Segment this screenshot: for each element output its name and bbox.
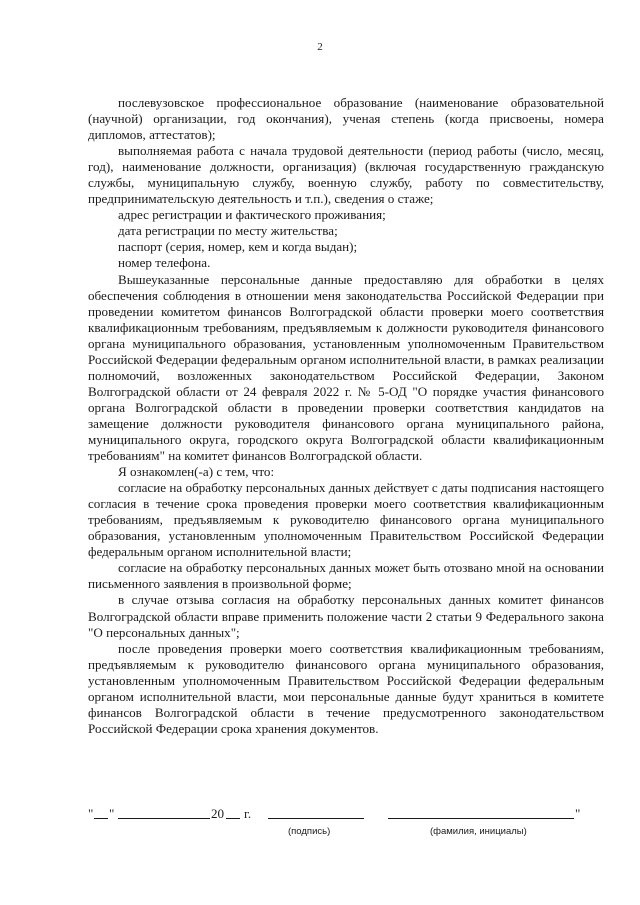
signature-caption: (подпись) — [288, 826, 331, 837]
date-year-field[interactable] — [226, 818, 240, 819]
paragraph-address: адрес регистрации и фактического проживания; — [118, 207, 386, 223]
page-number: 2 — [317, 41, 323, 53]
date-year-prefix: 20 — [211, 806, 225, 821]
date-month-field[interactable] — [118, 818, 210, 819]
date-year-suffix: г. — [244, 806, 252, 821]
paragraph-purpose: Вышеуказанные персональные данные предоставляю для обработки в целях обеспечения соблюдения в отношении меня законодательства Российской Федерации при проведении комитетом финансов Волгоградской области проверки моего соответствия квалификационным требованиям, предъявляемым к должности руководителя финансового органа муниципального образования, установленным уполномоченным Правительством Российской Федерации федеральным органом исполнительной власти, в рамках реализации полномочий, возложенных законодательством Российской Федерации, Законом Волгоградской области от 24 февраля 2022 г. № 5-ОД "О порядке участия финансового органа Волгоградской области в проведении проверки соответствия кандидатов на замещение должности руководителя финансового органа муниципального района, муниципального округа, городского округа Волгоградской области квалификационным требованиям" на комитет финансов Волгоградской области. — [88, 271, 604, 464]
name-field[interactable] — [388, 818, 574, 819]
paragraph-passport: паспорт (серия, номер, кем и когда выдан); — [118, 239, 358, 255]
paragraph-phone: номер телефона. — [118, 255, 211, 271]
document-body — [88, 95, 604, 737]
signature-row — [88, 806, 604, 826]
paragraph-data-retention: после проведения проверки моего соответствия квалификационным требованиям, предъявляемым к руководителю финансового органа муниципального образования, установленным уполномоченным Правительством Российской Федерации федеральным органом исполнительной власти, мои персональные данные будут храниться в комитете финансов Волгоградской области в течение предусмотренного законодательством Российской Федерации срока хранения документов. — [88, 640, 604, 736]
paragraph-work-history: выполняемая работа с начала трудовой деятельности (период работы (число, месяц, год), наименование должности, организация) (включая государственную гражданскую службы, муниципальную службу, военную службу, работу по совместительству, предпринимательскую деятельность и т.п.), сведения о стаже; — [88, 143, 604, 207]
date-quote-close: " — [109, 806, 115, 821]
paragraph-education: послевузовское профессиональное образование (наименование образовательной (научной) организации, год окончания), ученая степень (когда присвоены, номера дипломов, аттестатов); — [88, 95, 604, 143]
paragraph-consent-term: согласие на обработку персональных данных действует с даты подписания настоящего согласия в течение срока проведения проверки моего соответствия квалификационным требованиям, предъявляемым к руководителю финансового органа муниципального образования, установленным уполномоченным Правительством Российской Федерации федеральным органом исполнительной власти; — [88, 480, 604, 560]
paragraph-revocation-consequence: в случае отзыва согласия на обработку персональных данных комитет финансов Волгоградской области вправе применить положение части 2 статьи 9 Федерального закона "О персональных данных"; — [88, 592, 604, 640]
date-day-field[interactable] — [94, 818, 108, 819]
name-quote: " — [575, 806, 581, 821]
name-caption: (фамилия, инициалы) — [430, 826, 527, 837]
paragraph-acknowledgement: Я ознакомлен(-а) с тем, что: — [118, 464, 275, 480]
paragraph-registration-date: дата регистрации по месту жительства; — [118, 223, 338, 239]
paragraph-consent-revocation: согласие на обработку персональных данных может быть отозвано мной на основании письменного заявления в произвольной форме; — [88, 560, 604, 592]
signature-field[interactable] — [268, 818, 364, 819]
date-quote-open: " — [88, 806, 94, 821]
